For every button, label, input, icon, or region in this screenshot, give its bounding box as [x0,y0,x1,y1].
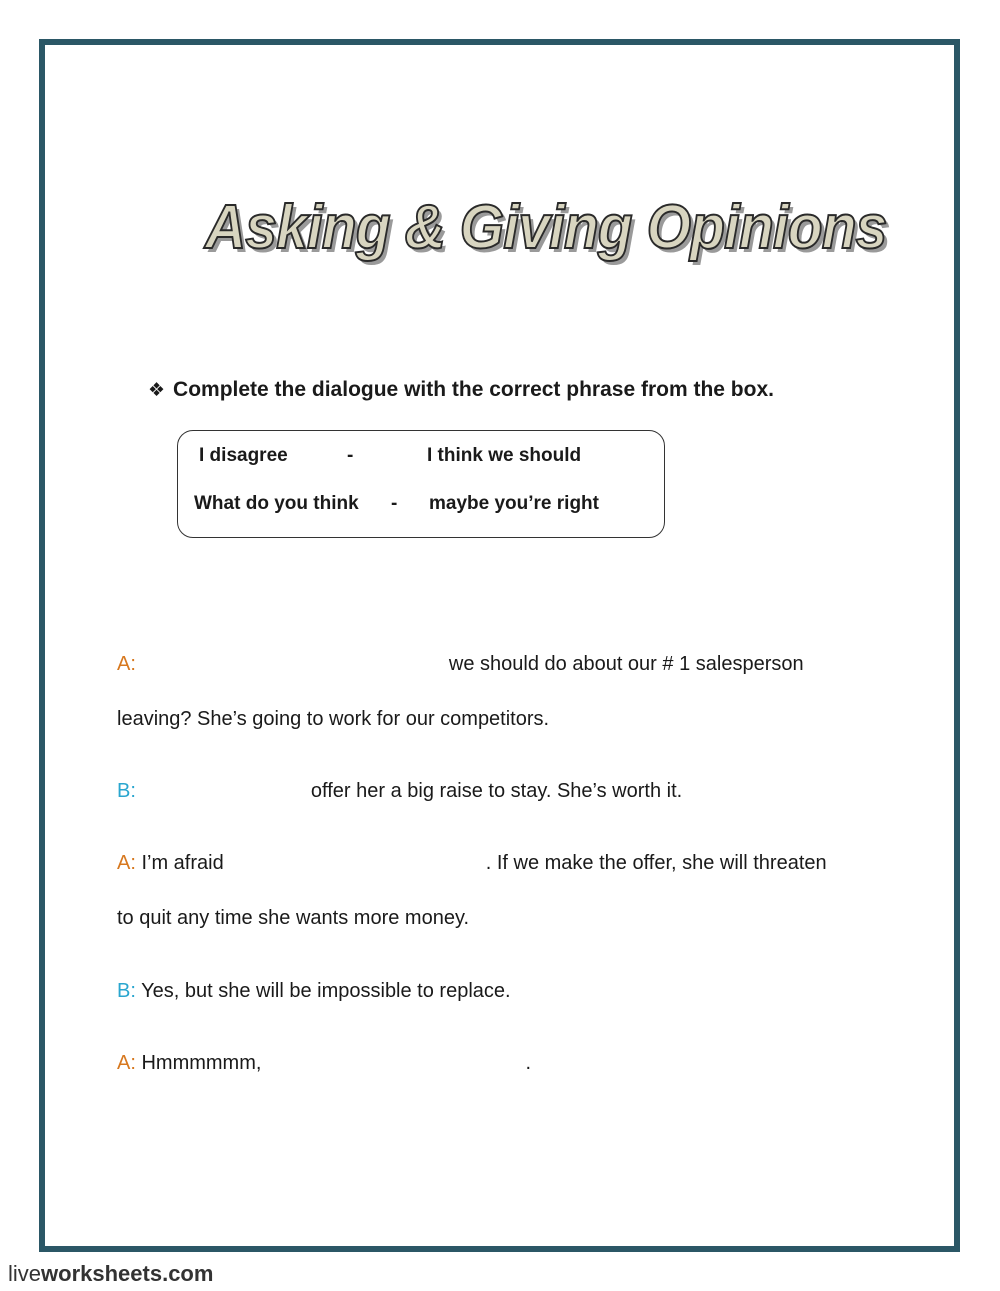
logo-suffix: .com [162,1261,214,1286]
instruction-text: Complete the dialogue with the correct phrase from the box. [173,378,774,401]
dialogue-text: I’m afraid [141,852,224,874]
speaker-a-label: A: [117,852,136,874]
logo-live: live [8,1261,42,1286]
dialogue-line [117,1052,531,1075]
liveworksheets-logo [8,1261,213,1287]
dialogue-line [117,980,511,1003]
phrase-i-think-we-should: I think we should [427,445,582,466]
dialogue-text: to quit any time she wants more money. [117,907,470,929]
diamond-bullet-icon: ❖ [148,379,166,401]
dialogue-line [117,708,549,731]
instruction [148,378,774,402]
dialogue-line [117,653,804,676]
speaker-a-label: A: [117,653,136,675]
dialogue-line [117,852,827,875]
speaker-b-label: B: [117,980,136,1002]
phrase-i-disagree: I disagree [199,445,288,466]
phrase-separator: - [391,493,398,514]
phrase-separator: - [347,445,354,466]
dialogue-text: . If we make the offer, she will threaten [485,852,827,874]
speaker-b-label: B: [117,780,136,802]
dialogue-line [117,907,469,930]
logo-worksheets: worksheets [41,1261,163,1286]
dialogue-text: Yes, but she will be impossible to replace. [141,980,511,1002]
dialogue-text: Hmmmmmm, [141,1052,262,1074]
phrase-maybe-youre-right: maybe you’re right [429,493,599,514]
dialogue-text: . [525,1052,531,1074]
worksheet-title: Asking & Giving Opinions [205,193,887,262]
dialogue-text: offer her a big raise to stay. She’s worth it. [310,780,683,802]
phrase-what-do-you-think: What do you think [194,493,359,514]
dialogue-text: we should do about our # 1 salesperson [448,653,804,675]
dialogue-line [117,780,682,803]
speaker-a-label: A: [117,1052,136,1074]
dialogue-text: leaving? She’s going to work for our competitors. [117,708,550,730]
